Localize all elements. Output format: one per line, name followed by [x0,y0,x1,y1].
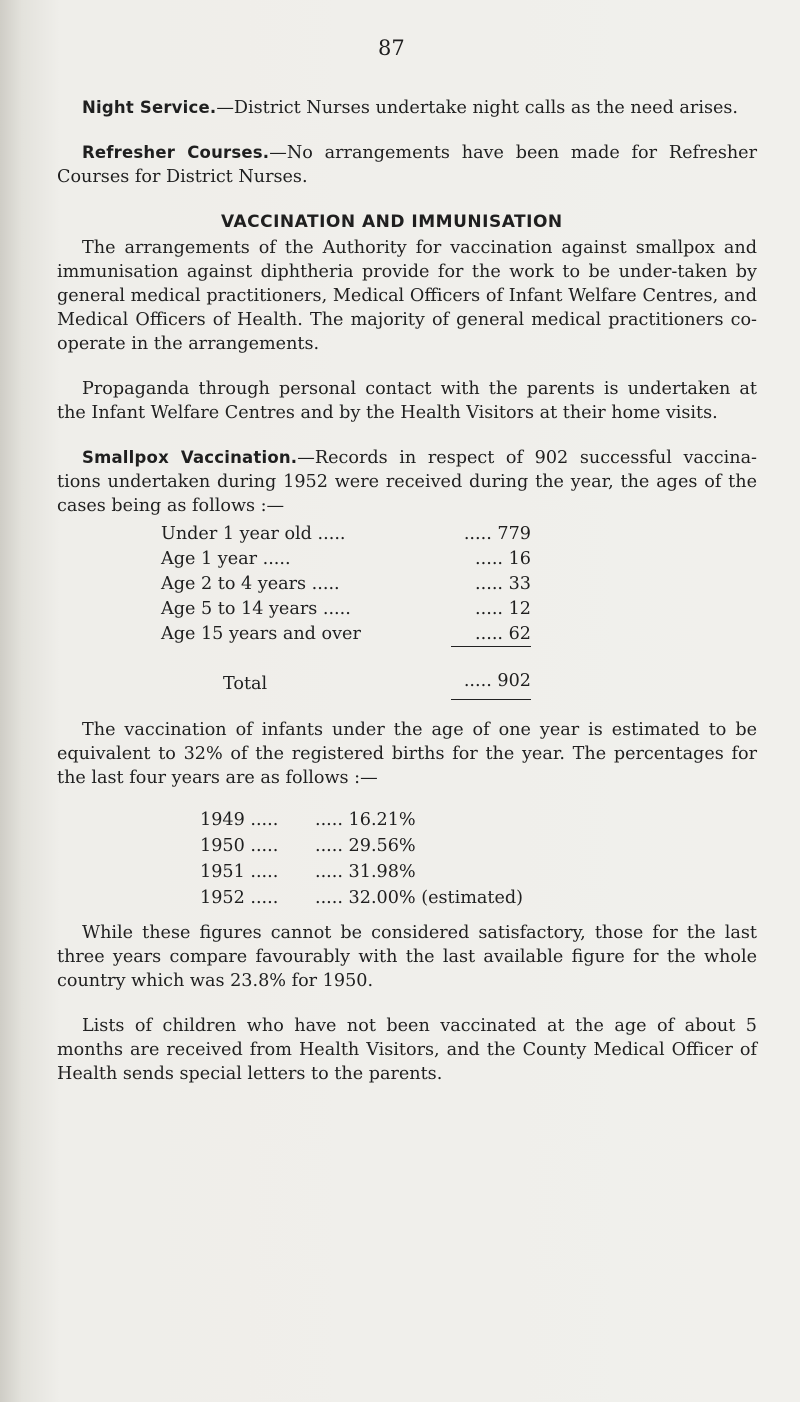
refresher-paragraph [57,141,757,189]
section-heading: VACCINATION AND IMMUNISATION [221,212,563,232]
age-total-row [161,647,531,700]
page-content [57,96,757,1107]
comparison-paragraph: While these figures cannot be considered satisfactory, those for the last three years compare favourably with the last available figure for the whole country which was 23.8% for 1950. [57,923,757,991]
night-service-text: —District Nurses undertake night calls as the need arises. [216,98,739,118]
percentage-table [200,807,523,911]
percentage-value: ..... 16.21% [315,810,416,830]
night-service-heading: Night Service. [82,98,217,117]
age-label: Age 2 to 4 years ..... [161,573,340,594]
age-row [161,521,531,546]
age-row [161,621,531,647]
percentage-year: 1952 ..... [200,888,279,908]
infant-vaccination-paragraph: The vaccination of infants under the age of one year is estimated to be equivalent to 32% of the registered births for the year. The percentages for the last four years are as follows :— [57,720,757,788]
age-value: ..... 12 [475,598,531,619]
age-table [161,521,531,700]
percentage-value: ..... 32.00% (estimated) [315,888,524,908]
age-value: ..... 33 [475,573,531,594]
age-label: Age 5 to 14 years ..... [161,598,351,619]
age-value: ..... 62 [451,621,531,647]
age-total-label: Total [223,673,268,694]
page-number: 87 [378,36,405,60]
night-service-paragraph [57,96,757,120]
percentage-value: ..... 31.98% [315,862,416,882]
age-label: Age 1 year ..... [161,548,291,569]
percentage-year: 1950 ..... [200,836,279,856]
arrangements-paragraph: The arrangements of the Authority for vaccination against smallpox and immunisation against diphtheria provide for the work to be under-taken by general medical practitioners, Medical Officers of Infant Welfare Centres, and Medical Officers of Health. The majority of general medical practitioners co-operate in the arrangements. [57,238,757,354]
percentage-year: 1951 ..... [200,862,279,882]
smallpox-paragraph [57,446,757,518]
refresher-text: —No arrangements have been made for Refresher Courses for District Nurses. [57,143,757,187]
percentage-row [200,807,523,833]
propaganda-paragraph: Propaganda through personal contact with the parents is undertaken at the Infant Welfare Centres and by the Health Visitors at their home visits. [57,379,757,423]
age-row [161,571,531,596]
smallpox-heading: Smallpox Vaccination. [82,448,298,467]
lists-paragraph: Lists of children who have not been vaccinated at the age of about 5 months are received from Health Visitors, and the County Medical Officer of Health sends special letters to the parents. [57,1016,757,1084]
age-label: Age 15 years and over [161,623,361,644]
age-value: ..... 779 [463,523,531,544]
age-label: Under 1 year old ..... [161,523,346,544]
refresher-heading: Refresher Courses. [82,143,270,162]
age-row [161,546,531,571]
percentage-row [200,885,523,911]
age-total-value: ..... 902 [451,647,531,700]
age-row [161,596,531,621]
percentage-row [200,833,523,859]
percentage-row [200,859,523,885]
percentage-value: ..... 29.56% [315,836,416,856]
smallpox-text: —Records in respect of 902 successful vaccina-tions undertaken during 1952 were received during the year, the ages of the cases being as follows :— [57,448,757,516]
age-value: ..... 16 [475,548,531,569]
percentage-year: 1949 ..... [200,810,279,830]
